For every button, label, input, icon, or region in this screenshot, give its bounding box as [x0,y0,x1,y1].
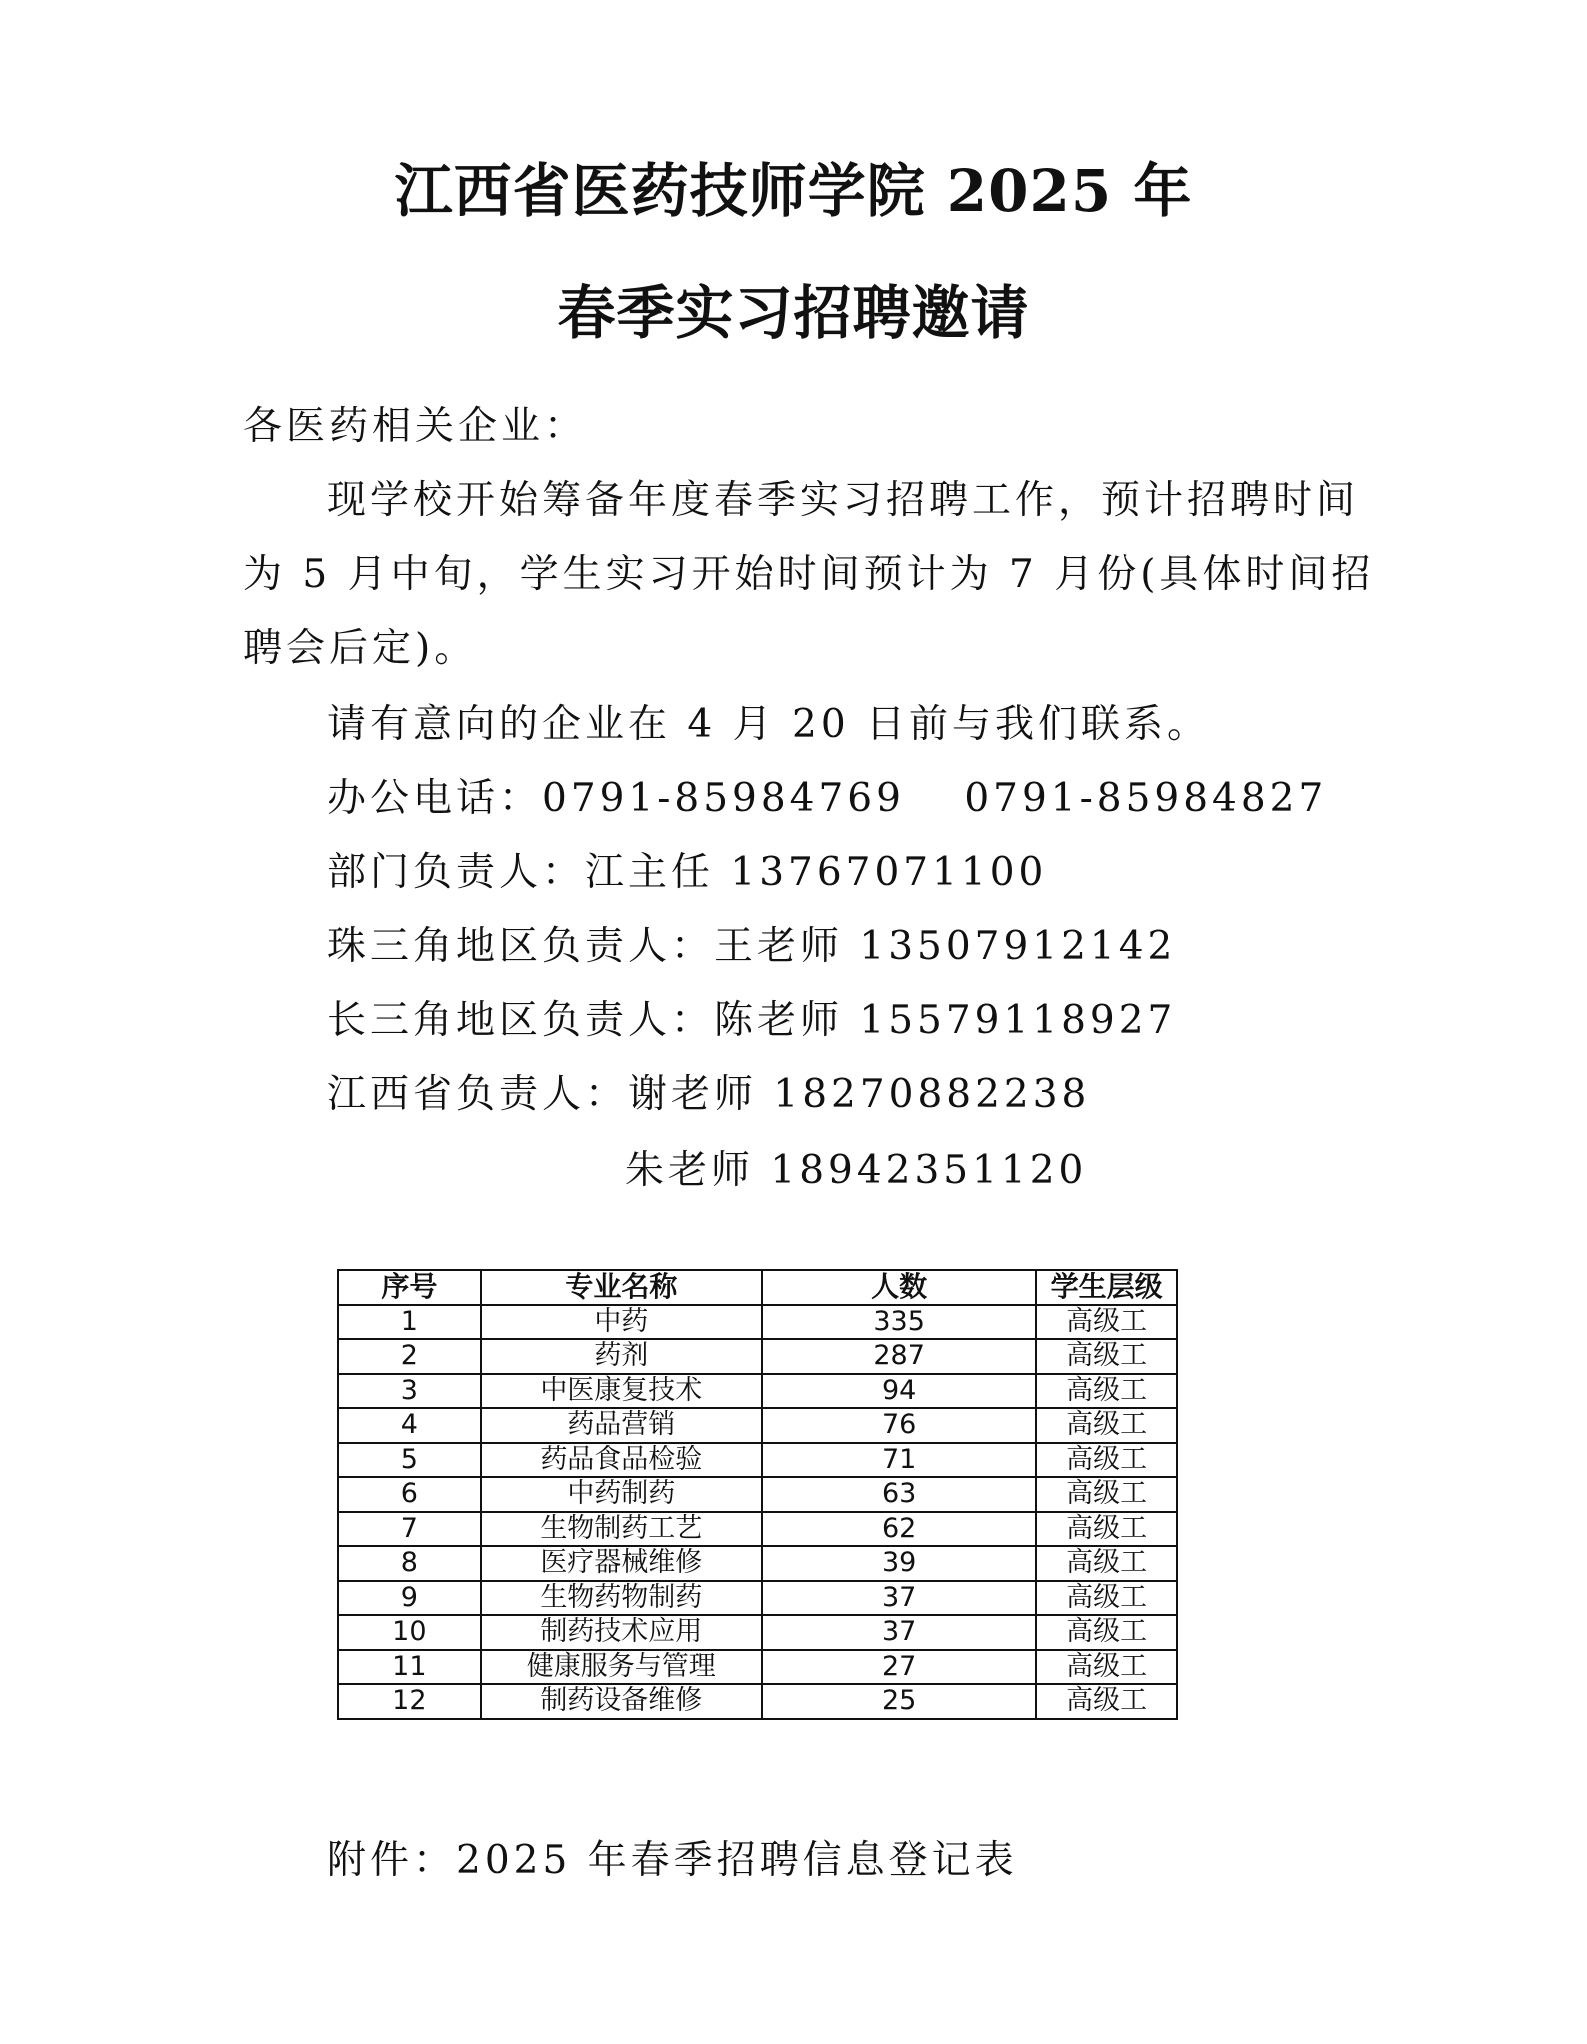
cell-index: 12 [338,1684,481,1719]
table-row [338,1512,1177,1547]
cell-index: 4 [338,1408,481,1443]
jx-head-contact-2: 朱老师 18942351120 [625,1148,1088,1193]
header-level: 学生层级 [1036,1270,1177,1305]
table-row [338,1339,1177,1374]
body-line-2: 为 5 月中旬，学生实习开始时间预计为 7 月份(具体时间招 [243,552,1375,597]
cell-level: 高级工 [1036,1443,1177,1478]
body-line-1: 现学校开始筹备年度春季实习招聘工作，预计招聘时间 [327,478,1360,523]
table-row [338,1684,1177,1719]
cell-major: 生物制药工艺 [481,1512,762,1547]
table-row [338,1650,1177,1685]
cell-index: 6 [338,1477,481,1512]
contact-request: 请有意向的企业在 4 月 20 日前与我们联系。 [327,702,1211,747]
cell-count: 62 [762,1512,1036,1547]
cell-count: 287 [762,1339,1036,1374]
cell-level: 高级工 [1036,1477,1177,1512]
table-row [338,1546,1177,1581]
cell-major: 药品食品检验 [481,1443,762,1478]
title-line-2: 春季实习招聘邀请 [557,279,1030,347]
header-major: 专业名称 [481,1270,762,1305]
table-row [338,1615,1177,1650]
table-row [338,1408,1177,1443]
cell-count: 25 [762,1684,1036,1719]
cell-major: 医疗器械维修 [481,1546,762,1581]
cell-level: 高级工 [1036,1581,1177,1616]
dept-head-contact: 部门负责人：江主任 13767071100 [327,850,1048,895]
cell-major: 中药制药 [481,1477,762,1512]
cell-index: 10 [338,1615,481,1650]
attachment-note: 附件：2025 年春季招聘信息登记表 [327,1838,1018,1883]
cell-index: 7 [338,1512,481,1547]
table-row [338,1443,1177,1478]
table-body [338,1305,1177,1719]
prd-head-contact: 珠三角地区负责人：王老师 13507912142 [327,924,1177,969]
cell-level: 高级工 [1036,1408,1177,1443]
cell-count: 94 [762,1374,1036,1409]
cell-count: 27 [762,1650,1036,1685]
cell-level: 高级工 [1036,1339,1177,1374]
cell-index: 3 [338,1374,481,1409]
cell-count: 63 [762,1477,1036,1512]
cell-major: 制药技术应用 [481,1615,762,1650]
jx-head-contact-1: 江西省负责人：谢老师 18270882238 [327,1072,1091,1117]
table-header-row [338,1270,1177,1305]
cell-major: 中医康复技术 [481,1374,762,1409]
cell-level: 高级工 [1036,1650,1177,1685]
cell-level: 高级工 [1036,1684,1177,1719]
cell-major: 健康服务与管理 [481,1650,762,1685]
cell-index: 11 [338,1650,481,1685]
table-row [338,1581,1177,1616]
cell-index: 8 [338,1546,481,1581]
yrd-head-contact: 长三角地区负责人：陈老师 15579118927 [327,998,1177,1043]
cell-count: 76 [762,1408,1036,1443]
cell-major: 药品营销 [481,1408,762,1443]
cell-level: 高级工 [1036,1374,1177,1409]
header-index: 序号 [338,1270,481,1305]
cell-major: 生物药物制药 [481,1581,762,1616]
cell-level: 高级工 [1036,1546,1177,1581]
table-row [338,1305,1177,1340]
cell-index: 5 [338,1443,481,1478]
cell-index: 2 [338,1339,481,1374]
cell-major: 药剂 [481,1339,762,1374]
cell-count: 71 [762,1443,1036,1478]
office-phone: 办公电话：0791-85984769 0791-85984827 [327,776,1328,821]
cell-level: 高级工 [1036,1305,1177,1340]
body-line-3: 聘会后定)。 [243,626,478,671]
cell-index: 1 [338,1305,481,1340]
cell-count: 335 [762,1305,1036,1340]
cell-count: 37 [762,1581,1036,1616]
title-line-1: 江西省医药技师学院 2025 年 [394,157,1193,225]
table-row [338,1374,1177,1409]
cell-level: 高级工 [1036,1512,1177,1547]
cell-major: 制药设备维修 [481,1684,762,1719]
majors-table [337,1269,1178,1720]
cell-count: 37 [762,1615,1036,1650]
cell-index: 9 [338,1581,481,1616]
table-row [338,1477,1177,1512]
cell-count: 39 [762,1546,1036,1581]
salutation: 各医药相关企业： [243,404,588,449]
header-count: 人数 [762,1270,1036,1305]
cell-major: 中药 [481,1305,762,1340]
cell-level: 高级工 [1036,1615,1177,1650]
